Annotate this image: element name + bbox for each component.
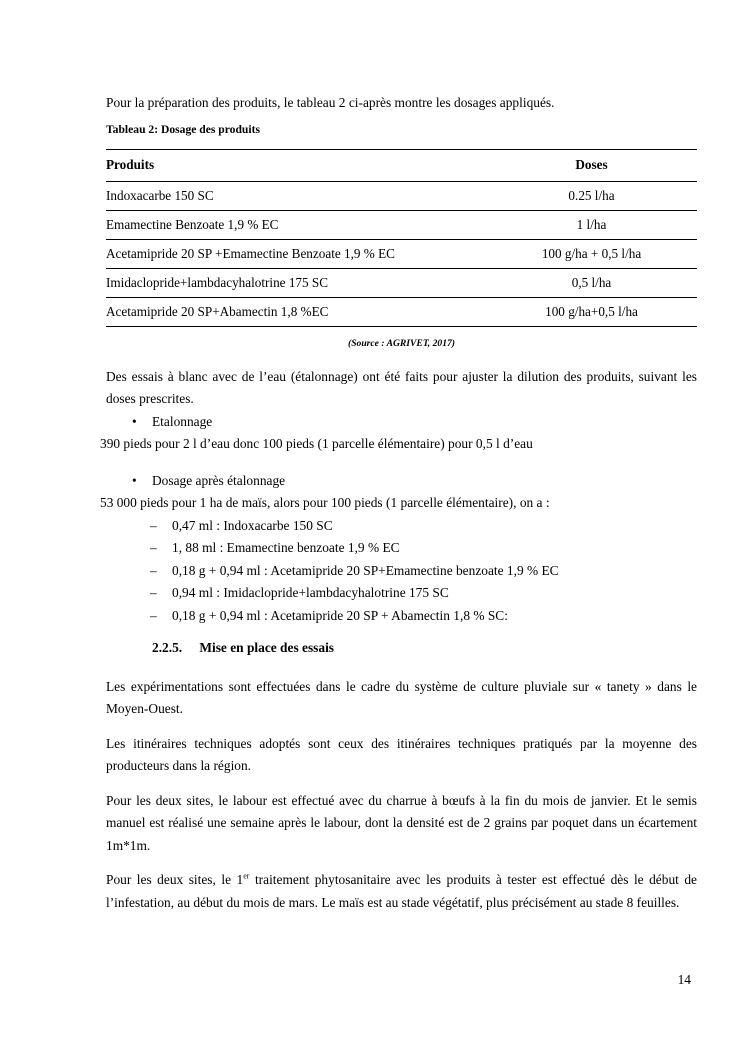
section-number: 2.2.5. (152, 640, 183, 655)
dose-cell: 100 g/ha + 0,5 l/ha (436, 240, 697, 269)
dash-icon: – (150, 607, 157, 623)
bullet-icon: • (132, 413, 137, 429)
bullet-item-etalonnage (106, 411, 697, 434)
bullet-item-dosage (106, 470, 697, 493)
dosage-list-item (106, 537, 697, 560)
dosage-list-item (106, 582, 697, 605)
paragraph-experiments: Les expérimentations sont effectuées dans le cadre du système de culture pluviale sur « tanety » dans le Moyen-Ouest. (106, 678, 697, 716)
ordinal-superscript: er (243, 871, 250, 881)
dash-icon: – (150, 562, 157, 578)
dosage-table (106, 149, 697, 327)
product-cell: Imidaclopride+lambdacyhalotrine 175 SC (106, 269, 436, 298)
header-doses: Doses (436, 150, 697, 182)
bullet-icon: • (132, 472, 137, 488)
paragraph-tillage: Pour les deux sites, le labour est effectué avec du charrue à bœufs à la fin du mois de janvier. Et le semis manuel est réalisé une semaine après le labour, dont la densité est de 2 grains par poquet dans un écartement 1m*1m. (106, 792, 697, 853)
paragraph-itineraries: Les itinéraires techniques adoptés sont ceux des itinéraires techniques pratiqués par la moyenne des producteurs dans la région. (106, 735, 697, 773)
product-cell: Acetamipride 20 SP +Emamectine Benzoate 1,9 % EC (106, 240, 436, 269)
dosage-item-text: 1, 88 ml : Emamectine benzoate 1,9 % EC (172, 540, 400, 555)
table-header-row (106, 150, 697, 182)
table-caption: Tableau 2: Dosage des produits (106, 122, 260, 136)
document-page (100, 92, 697, 926)
dose-cell: 0.25 l/ha (436, 182, 697, 211)
dosage-list-item (106, 560, 697, 583)
section-heading (106, 637, 697, 660)
dosage-item-text: 0,18 g + 0,94 ml : Acetamipride 20 SP + Abamectin 1,8 % SC: (172, 607, 508, 623)
calibration-line: 390 pieds pour 2 l d’eau donc 100 pieds (1 parcelle élémentaire) pour 0,5 l d’eau (100, 436, 533, 451)
treatment-text-rest: traitement phytosanitaire avec les produits à tester est effectué dès le début de l’infestation, au début du mois de mars. Le maïs est au stade végétatif, plus précisément au stade 8 feuilles. (106, 872, 697, 910)
table-source: (Source : AGRIVET, 2017) (348, 338, 455, 349)
dash-icon: – (150, 585, 157, 600)
dosage-list-item (106, 515, 697, 538)
header-produits: Produits (106, 150, 436, 182)
table-row (106, 211, 697, 240)
dosage-item-text: 0,47 ml : Indoxacarbe 150 SC (172, 517, 333, 533)
dose-cell: 0,5 l/ha (436, 269, 697, 298)
blank-trials-paragraph: Des essais à blanc avec de l’eau (étalonnage) ont été faits pour ajuster la dilution des produits, suivant les doses prescrites. (106, 368, 697, 406)
bullet-label: Etalonnage (152, 413, 213, 429)
dosage-item-text: 0,18 g + 0,94 ml : Acetamipride 20 SP+Emamectine benzoate 1,9 % EC (172, 562, 559, 578)
dosage-line: 53 000 pieds pour 1 ha de maïs, alors pour 100 pieds (1 parcelle élémentaire), on a : (100, 495, 550, 510)
product-cell: Emamectine Benzoate 1,9 % EC (106, 211, 436, 240)
table-row (106, 240, 697, 269)
dose-cell: 1 l/ha (436, 211, 697, 240)
dosage-item-text: 0,94 ml : Imidaclopride+lambdacyhalotrine 175 SC (172, 585, 449, 600)
table-row (106, 182, 697, 211)
treatment-text-start: Pour les deux sites, le 1 (106, 872, 244, 887)
section-title: Mise en place des essais (199, 640, 334, 655)
intro-paragraph: Pour la préparation des produits, le tableau 2 ci-après montre les dosages appliqués. (106, 95, 555, 110)
table-row (106, 298, 697, 327)
page-number: 14 (677, 972, 691, 987)
paragraph-treatment (106, 869, 697, 914)
bullet-label: Dosage après étalonnage (152, 472, 286, 488)
product-cell: Acetamipride 20 SP+Abamectin 1,8 %EC (106, 298, 436, 327)
dosage-list-item (106, 605, 697, 628)
dose-cell: 100 g/ha+0,5 l/ha (436, 298, 697, 327)
dash-icon: – (150, 517, 157, 533)
table-row (106, 269, 697, 298)
product-cell: Indoxacarbe 150 SC (106, 182, 436, 211)
dash-icon: – (150, 540, 157, 555)
